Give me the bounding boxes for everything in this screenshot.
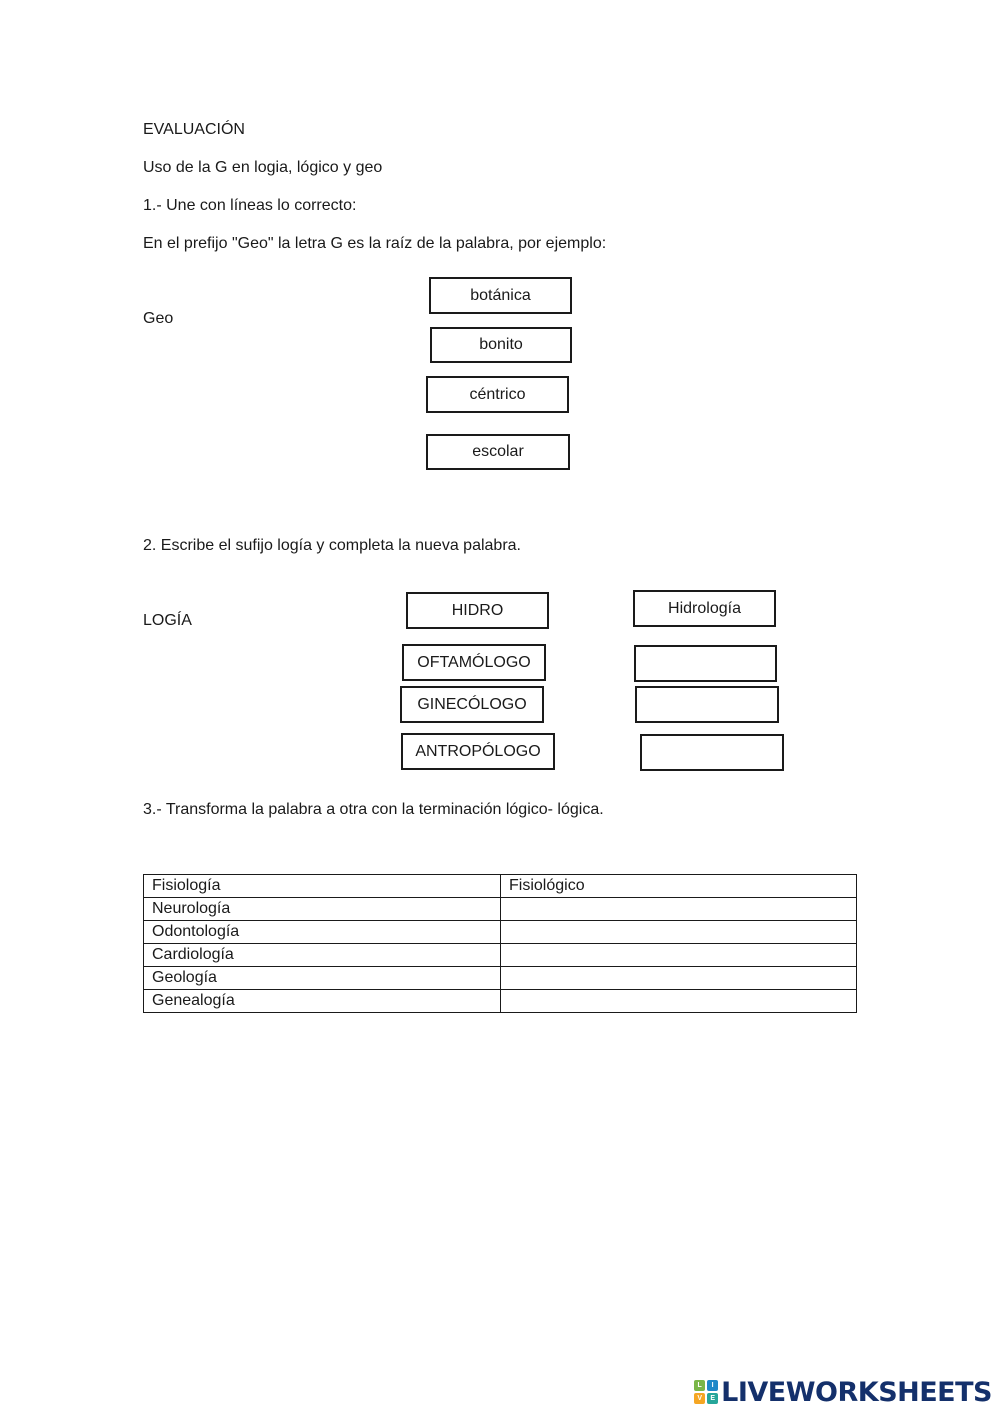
table-row: [144, 875, 857, 898]
liveworksheets-logo: [694, 1377, 992, 1407]
table-row: [144, 967, 857, 990]
logo-mark-tile: I: [707, 1380, 718, 1391]
table-cell-answer[interactable]: [501, 898, 857, 921]
prefix-label-geo: Geo: [143, 310, 174, 327]
section1-instruction: 1.- Une con líneas lo correcto:: [143, 197, 357, 214]
table-row: [144, 921, 857, 944]
table-cell-word: Cardiología: [144, 944, 501, 967]
logo-mark-tile: E: [707, 1393, 718, 1404]
match-option-bonito[interactable]: bonito: [430, 327, 572, 363]
section1-description: En el prefijo "Geo" la letra G es la raíz de la palabra, por ejemplo:: [143, 235, 607, 252]
table-row: [144, 944, 857, 967]
logo-mark-tile: V: [694, 1393, 705, 1404]
table-cell-answer[interactable]: [501, 921, 857, 944]
word-box-oftamologo: OFTAMÓLOGO: [402, 644, 546, 681]
table-cell-answer[interactable]: [501, 967, 857, 990]
logo-text: LIVEWORKSHEETS: [721, 1376, 992, 1408]
table-cell-answer[interactable]: [501, 990, 857, 1013]
word-box-antropologo: ANTROPÓLOGO: [401, 733, 555, 770]
match-option-escolar[interactable]: escolar: [426, 434, 570, 470]
table-cell-word: Genealogía: [144, 990, 501, 1013]
word-box-hidro: HIDRO: [406, 592, 549, 629]
match-option-botanica[interactable]: botánica: [429, 277, 572, 314]
page-title: EVALUACIÓN: [143, 121, 245, 138]
answer-box-3[interactable]: [635, 686, 779, 723]
table-cell-word: Neurología: [144, 898, 501, 921]
word-box-ginecologo: GINECÓLOGO: [400, 686, 544, 723]
table-cell-word: Fisiología: [144, 875, 501, 898]
table-cell-answer[interactable]: [501, 944, 857, 967]
section3-instruction: 3.- Transforma la palabra a otra con la terminación lógico- lógica.: [143, 801, 604, 818]
answer-box-4[interactable]: [640, 734, 784, 771]
table-cell-word: Odontología: [144, 921, 501, 944]
table-cell-word: Geología: [144, 967, 501, 990]
logo-mark-icon: [694, 1380, 718, 1404]
suffix-label-logia: LOGÍA: [143, 612, 192, 629]
match-option-centrico[interactable]: céntrico: [426, 376, 569, 413]
transform-table: [143, 874, 857, 1013]
table-row: [144, 898, 857, 921]
logo-mark-tile: L: [694, 1380, 705, 1391]
table-cell-answer[interactable]: Fisiológico: [501, 875, 857, 898]
answer-box-2[interactable]: [634, 645, 777, 682]
answer-box-1[interactable]: Hidrología: [633, 590, 776, 627]
page-subtitle: Uso de la G en logia, lógico y geo: [143, 159, 383, 176]
section2-instruction: 2. Escribe el sufijo logía y completa la nueva palabra.: [143, 537, 521, 554]
table-row: [144, 990, 857, 1013]
